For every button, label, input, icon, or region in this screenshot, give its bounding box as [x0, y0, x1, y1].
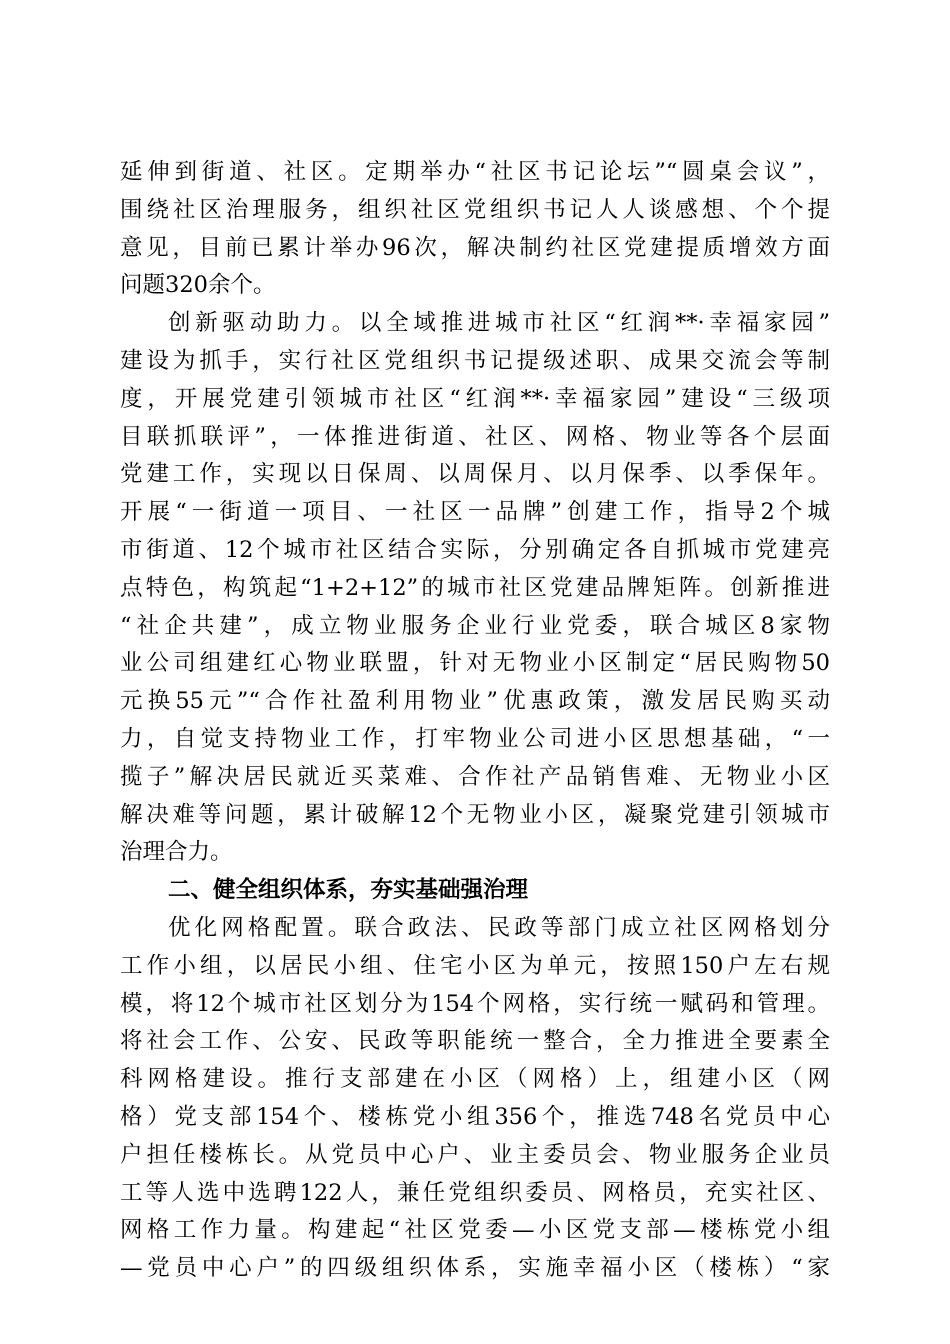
text-line: “社企共建”，成立物业服务企业行业党委，联合城区8家物 [120, 612, 830, 639]
text-line: 意见，目前已累计举办96次，解决制约社区党建提质增效方面 [120, 234, 830, 261]
text-line: 力，自觉支持物业工作，打牢物业公司进小区思想基础，“一 [120, 725, 830, 752]
text-line: 治理合力。 [120, 839, 233, 866]
text-line: 目联抓联评”，一体推进街道、社区、网格、物业等各个层面 [120, 423, 830, 450]
text-line: 问题320余个。 [120, 272, 276, 299]
text-line: 户担任楼栋长。从党员中心户、业主委员会、物业服务企业员 [120, 1141, 830, 1168]
text-line: 建设为抓手，实行社区党组织书记提级述职、成果交流会等制 [120, 347, 830, 374]
section-heading: 二、健全组织体系，夯实基础强治理 [168, 877, 529, 904]
text-line: 度，开展党建引领城市社区“红润**·幸福家园”建设“三级项 [120, 385, 830, 412]
text-line: 点特色，构筑起“1+2+12”的城市社区党建品牌矩阵。创新推进 [120, 574, 830, 601]
text-line: 网格工作力量。构建起“社区党委—小区党支部—楼栋党小组 [120, 1217, 830, 1244]
text-line: 创新驱动助力。以全域推进城市社区“红润**·幸福家园” [168, 310, 830, 337]
text-line: 科网格建设。推行支部建在小区（网格）上，组建小区（网 [120, 1066, 830, 1093]
text-line: 解决难等问题，累计破解12个无物业小区，凝聚党建引领城市 [120, 801, 830, 828]
text-line: 优化网格配置。联合政法、民政等部门成立社区网格划分 [168, 914, 830, 941]
text-line: 将社会工作、公安、民政等职能统一整合，全力推进全要素全 [120, 1028, 830, 1055]
text-line: 模，将12个城市社区划分为154个网格，实行统一赋码和管理。 [120, 990, 830, 1017]
text-line: 业公司组建红心物业联盟，针对无物业小区制定“居民购物50 [120, 650, 830, 677]
text-line: 市街道、12个城市社区结合实际，分别确定各自抓城市党建亮 [120, 536, 830, 563]
text-line: —党员中心户”的四级组织体系，实施幸福小区（楼栋）“家 [120, 1255, 830, 1282]
text-line: 元换55元”“合作社盈利用物业”优惠政策，激发居民购买动 [120, 688, 830, 715]
text-line: 工等人选中选聘122人，兼任党组织委员、网格员，充实社区、 [120, 1179, 830, 1206]
text-line: 揽子”解决居民就近买菜难、合作社产品销售难、无物业小区 [120, 763, 830, 790]
paragraph [120, 154, 830, 305]
text-line: 格）党支部154个、楼栋党小组356个，推选748名党员中心 [120, 1103, 830, 1130]
paragraph [120, 910, 830, 1288]
paragraph [120, 305, 830, 872]
text-line: 围绕社区治理服务，组织社区党组织书记人人谈感想、个个提 [120, 196, 830, 223]
text-line: 延伸到街道、社区。定期举办“社区书记论坛”“圆桌会议”， [120, 159, 830, 185]
text-line: 党建工作，实现以日保周、以周保月、以月保季、以季保年。 [120, 461, 830, 488]
text-line: 工作小组，以居民小组、住宅小区为单元，按照150户左右规 [120, 952, 830, 979]
text-line: 开展“一街道一项目、一社区一品牌”创建工作，指导2个城 [120, 499, 830, 526]
document-page [120, 154, 830, 1288]
